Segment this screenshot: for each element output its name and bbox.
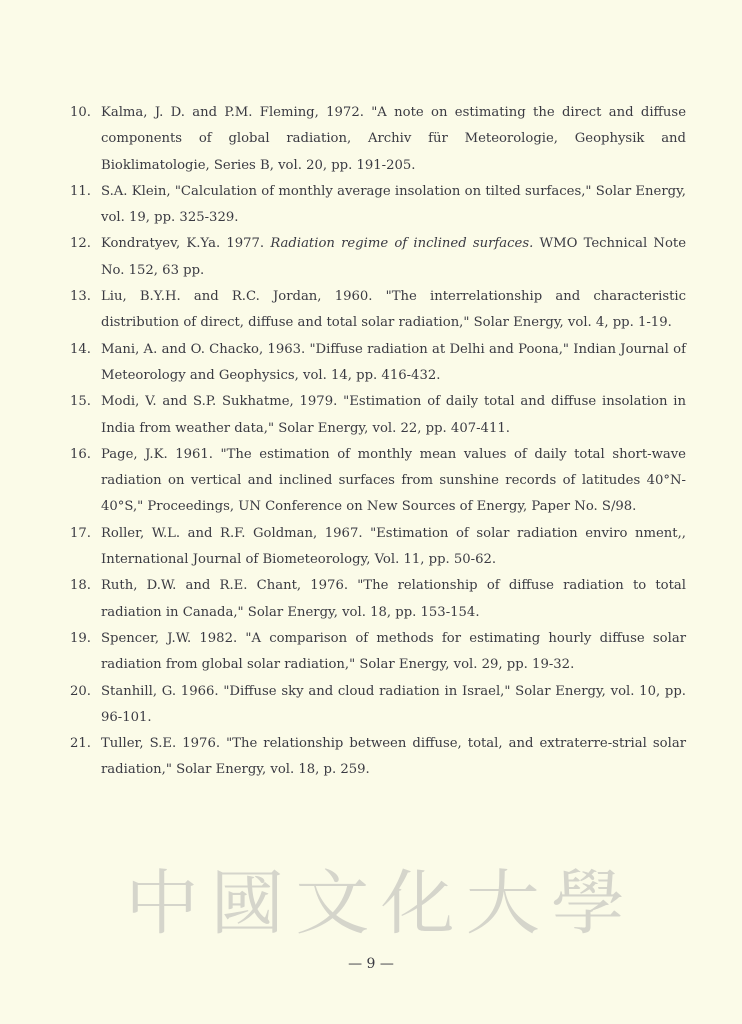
reference-number: 19. [70,630,91,646]
reference-text-tail: WMO Technical Note No. 152, 63 pp. [101,236,686,278]
reference-item [66,284,686,337]
watermark-char: 化 [380,862,455,945]
reference-item [66,231,686,284]
reference-number: 11. [70,183,91,199]
reference-item [66,731,686,784]
reference-text: Tuller, S.E. 1976. "The relationship between diffuse, total, and extraterre-strial solar radiation," Solar Energy, vol. 18, p. 259. [101,736,686,778]
watermark-char: 中 [125,862,199,945]
watermark-char: 國 [210,862,285,945]
reference-number: 21. [70,736,91,752]
reference-text: Page, J.K. 1961. "The estimation of monthly mean values of daily total short-wave radiation on vertical and inclined surfaces from sunshine records of latitudes 40°N-40°S," Proceedings, UN Conference on New Sources of Energy, Paper No. S/98. [101,446,686,515]
university-watermark [125,848,625,948]
reference-item [66,626,686,679]
reference-text: Kondratyev, K.Ya. 1977. [101,236,271,252]
reference-item [66,442,686,521]
reference-text: Roller, W.L. and R.F. Goldman, 1967. "Estimation of solar radiation enviro nment,, International Journal of Biometeorology, Vol. 11, pp. 50-62. [101,525,686,568]
reference-text: Spencer, J.W. 1982. "A comparison of methods for estimating hourly diffuse solar radiation from global solar radiation," Solar Energy, vol. 29, pp. 19-32. [101,630,686,673]
reference-text: Stanhill, G. 1966. "Diffuse sky and cloud radiation in Israel," Solar Energy, vol. 10, pp. 96-101. [101,683,686,725]
watermark-char: 文 [295,862,370,945]
reference-number: 16. [70,446,91,462]
reference-text: Liu, B.Y.H. and R.C. Jordan, 1960. "The interrelationship and characteristic distribution of direct, diffuse and total solar radiation," Solar Energy, vol. 4, pp. 1-19. [101,289,686,331]
reference-item [66,100,686,179]
reference-title-italic: Radiation regime of inclined surfaces. [270,236,534,252]
reference-number: 18. [70,578,91,594]
reference-list [66,100,686,784]
reference-number: 15. [70,394,91,410]
reference-text: Ruth, D.W. and R.E. Chant, 1976. "The relationship of diffuse radiation to total radiation in Canada," Solar Energy, vol. 18, pp. 153-154. [101,578,686,620]
reference-item [66,679,686,732]
reference-text: Kalma, J. D. and P.M. Fleming, 1972. "A note on estimating the direct and diffuse components of global radiation, Archiv für Meteorologie, Geophysik and Bioklimatologie, Series B, vol. 20, pp. 191-205. [101,105,686,173]
reference-number: 10. [70,105,91,120]
reference-text: Modi, V. and S.P. Sukhatme, 1979. "Estimation of daily total and diffuse insolation in India from weather data," Solar Energy, vol. 22, pp. 407-411. [101,394,686,436]
reference-number: 14. [70,341,91,357]
reference-number: 13. [70,289,91,305]
page-number: — 9 — [348,956,394,972]
reference-item [66,573,686,626]
reference-number: 20. [70,683,91,699]
reference-item [66,389,686,442]
reference-item [66,521,686,574]
reference-item [66,179,686,232]
reference-item [66,337,686,390]
reference-text: S.A. Klein, "Calculation of monthly average insolation on tilted surfaces," Solar Energy, vol. 19, pp. 325-329. [101,183,686,226]
watermark-char: 大 [465,862,540,945]
watermark-char: 學 [550,862,625,945]
reference-number: 17. [70,525,91,541]
reference-number: 12. [70,236,91,252]
reference-text: Mani, A. and O. Chacko, 1963. "Diffuse radiation at Delhi and Poona," Indian Journal of Meteorology and Geophysics, vol. 14, pp. 416-432. [101,341,686,383]
